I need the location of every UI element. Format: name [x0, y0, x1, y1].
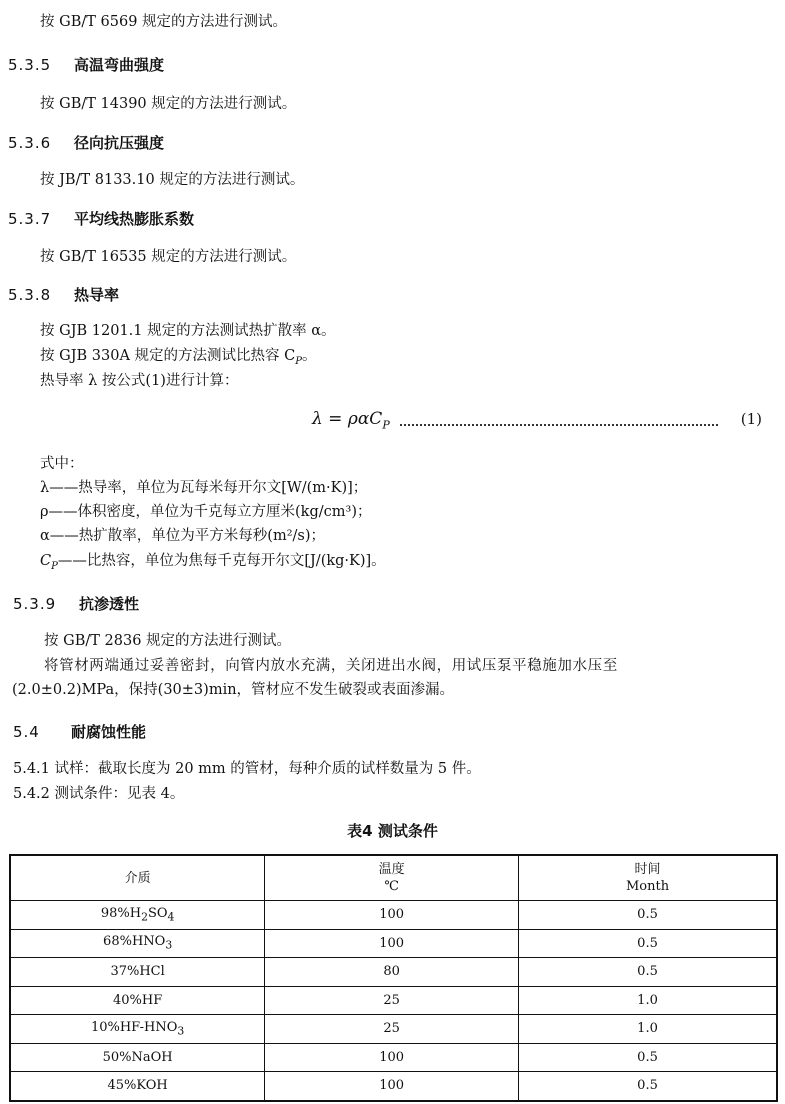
text: SO	[147, 905, 168, 921]
unit: Month	[625, 879, 670, 894]
subscript: P	[382, 418, 390, 432]
cell-medium	[10, 1015, 265, 1044]
cell-temperature: 100	[265, 901, 519, 930]
subscript: 2	[141, 910, 148, 924]
dot-leader	[400, 406, 718, 426]
heading-5-3-9	[13, 594, 139, 614]
cell-time: 0.5	[519, 901, 777, 930]
table-row	[10, 958, 777, 987]
cell-medium: 50%NaOH	[10, 1043, 265, 1072]
text: 。	[301, 348, 317, 364]
text: 10%HF-HNO	[90, 1019, 178, 1035]
heading-5-3-8	[8, 285, 119, 305]
paragraph-pressure-test: 将管材两端通过妥善密封，向管内放水充满，关闭进出水阀，用试压泵平稳施加水压至	[44, 658, 618, 674]
table-row	[10, 1043, 777, 1072]
text: 按 GJB 330A 规定的方法测试比热容 C	[40, 348, 296, 364]
text: 温度	[378, 862, 405, 877]
subscript: P	[51, 560, 58, 572]
paragraph-gbt16535: 按 GB/T 16535 规定的方法进行测试。	[40, 249, 297, 265]
paragraph-formula-intro: 热导率 λ 按公式(1)进行计算：	[40, 373, 239, 389]
table-row	[10, 1015, 777, 1044]
cell-medium: 40%HF	[10, 986, 265, 1015]
definition-alpha: α——热扩散率，单位为平方米每秒(m²/s)；	[40, 528, 325, 544]
heading-5-3-6	[8, 133, 164, 153]
definition-lambda: λ——热导率，单位为瓦每米每开尔文[W/(m·K)]；	[40, 480, 368, 496]
heading-5-4	[13, 722, 146, 742]
table-caption: 表4 测试条件	[347, 822, 438, 840]
section-title: 抗渗透性	[79, 595, 140, 613]
section-number: 5.3.8	[8, 286, 52, 304]
cell-time: 0.5	[519, 1043, 777, 1072]
text: λ = ραC	[312, 409, 383, 429]
text: ——比热容，单位为焦每千克每开尔文[J/(kg·K)]。	[57, 553, 386, 569]
cell-time: 0.5	[519, 929, 777, 958]
cell-temperature: 25	[265, 986, 519, 1015]
cell-temperature: 25	[265, 1015, 519, 1044]
text: 68%HNO	[103, 934, 166, 950]
section-title: 热导率	[74, 286, 120, 304]
header-temperature	[265, 855, 519, 901]
section-number: 5.3.5	[8, 56, 52, 74]
cell-medium: 45%KOH	[10, 1072, 265, 1101]
definition-rho: ρ——体积密度，单位为千克每立方厘米(kg/cm³)；	[40, 504, 372, 520]
table-row	[10, 901, 777, 930]
paragraph-5-4-2: 5.4.2 测试条件：见表 4。	[13, 786, 185, 802]
cell-time: 0.5	[519, 958, 777, 987]
paragraph-gbt14390: 按 GB/T 14390 规定的方法进行测试。	[40, 96, 297, 112]
test-conditions-table	[9, 854, 778, 1102]
cell-medium	[10, 901, 265, 930]
table-row	[10, 1072, 777, 1101]
subscript: 3	[165, 939, 173, 953]
section-number: 5.3.9	[13, 595, 57, 613]
where-label: 式中：	[40, 456, 84, 472]
header-time	[519, 855, 777, 901]
heading-5-3-5	[8, 55, 164, 75]
cell-temperature: 100	[265, 929, 519, 958]
table-row	[10, 986, 777, 1015]
paragraph-gbt6569: 按 GB/T 6569 规定的方法进行测试。	[40, 14, 288, 30]
paragraph-gjb330a	[40, 346, 316, 372]
section-number: 5.4	[13, 723, 40, 741]
text: 时间	[634, 862, 661, 877]
cell-temperature: 100	[265, 1043, 519, 1072]
section-title: 耐腐蚀性能	[71, 723, 147, 741]
cell-medium	[10, 929, 265, 958]
equation-expression	[312, 406, 390, 438]
section-title: 高温弯曲强度	[74, 56, 165, 74]
definition-cp	[40, 551, 386, 577]
section-title: 平均线热膨胀系数	[74, 210, 195, 228]
equation-1	[312, 406, 762, 432]
paragraph-gbt2836: 按 GB/T 2836 规定的方法进行测试。	[44, 633, 292, 649]
cell-medium: 37%HCl	[10, 958, 265, 987]
paragraph-jbt8133: 按 JB/T 8133.10 规定的方法进行测试。	[40, 172, 305, 188]
subscript: 4	[167, 910, 175, 924]
symbol: C	[40, 553, 52, 569]
heading-5-3-7	[8, 209, 194, 229]
text: 98%H	[100, 905, 142, 921]
paragraph-pressure-test-cont: (2.0±0.2)MPa，保持(30±3)min，管材应不发生破裂或表面渗漏。	[12, 682, 455, 698]
cell-temperature: 80	[265, 958, 519, 987]
table-header-row	[10, 855, 777, 901]
header-medium: 介质	[10, 855, 265, 901]
unit: ℃	[384, 879, 399, 894]
paragraph-gjb1201: 按 GJB 1201.1 规定的方法测试热扩散率 α。	[40, 323, 336, 339]
table-row	[10, 929, 777, 958]
section-title: 径向抗压强度	[74, 134, 165, 152]
section-number: 5.3.6	[8, 134, 52, 152]
cell-time: 1.0	[519, 986, 777, 1015]
equation-number: (1)	[740, 410, 762, 428]
cell-time: 1.0	[519, 1015, 777, 1044]
subscript: 3	[177, 1024, 185, 1038]
section-number: 5.3.7	[8, 210, 52, 228]
paragraph-5-4-1: 5.4.1 试样：截取长度为 20 mm 的管材，每种介质的试样数量为 5 件。	[13, 761, 481, 777]
cell-time: 0.5	[519, 1072, 777, 1101]
subscript: P	[295, 355, 302, 367]
cell-temperature: 100	[265, 1072, 519, 1101]
